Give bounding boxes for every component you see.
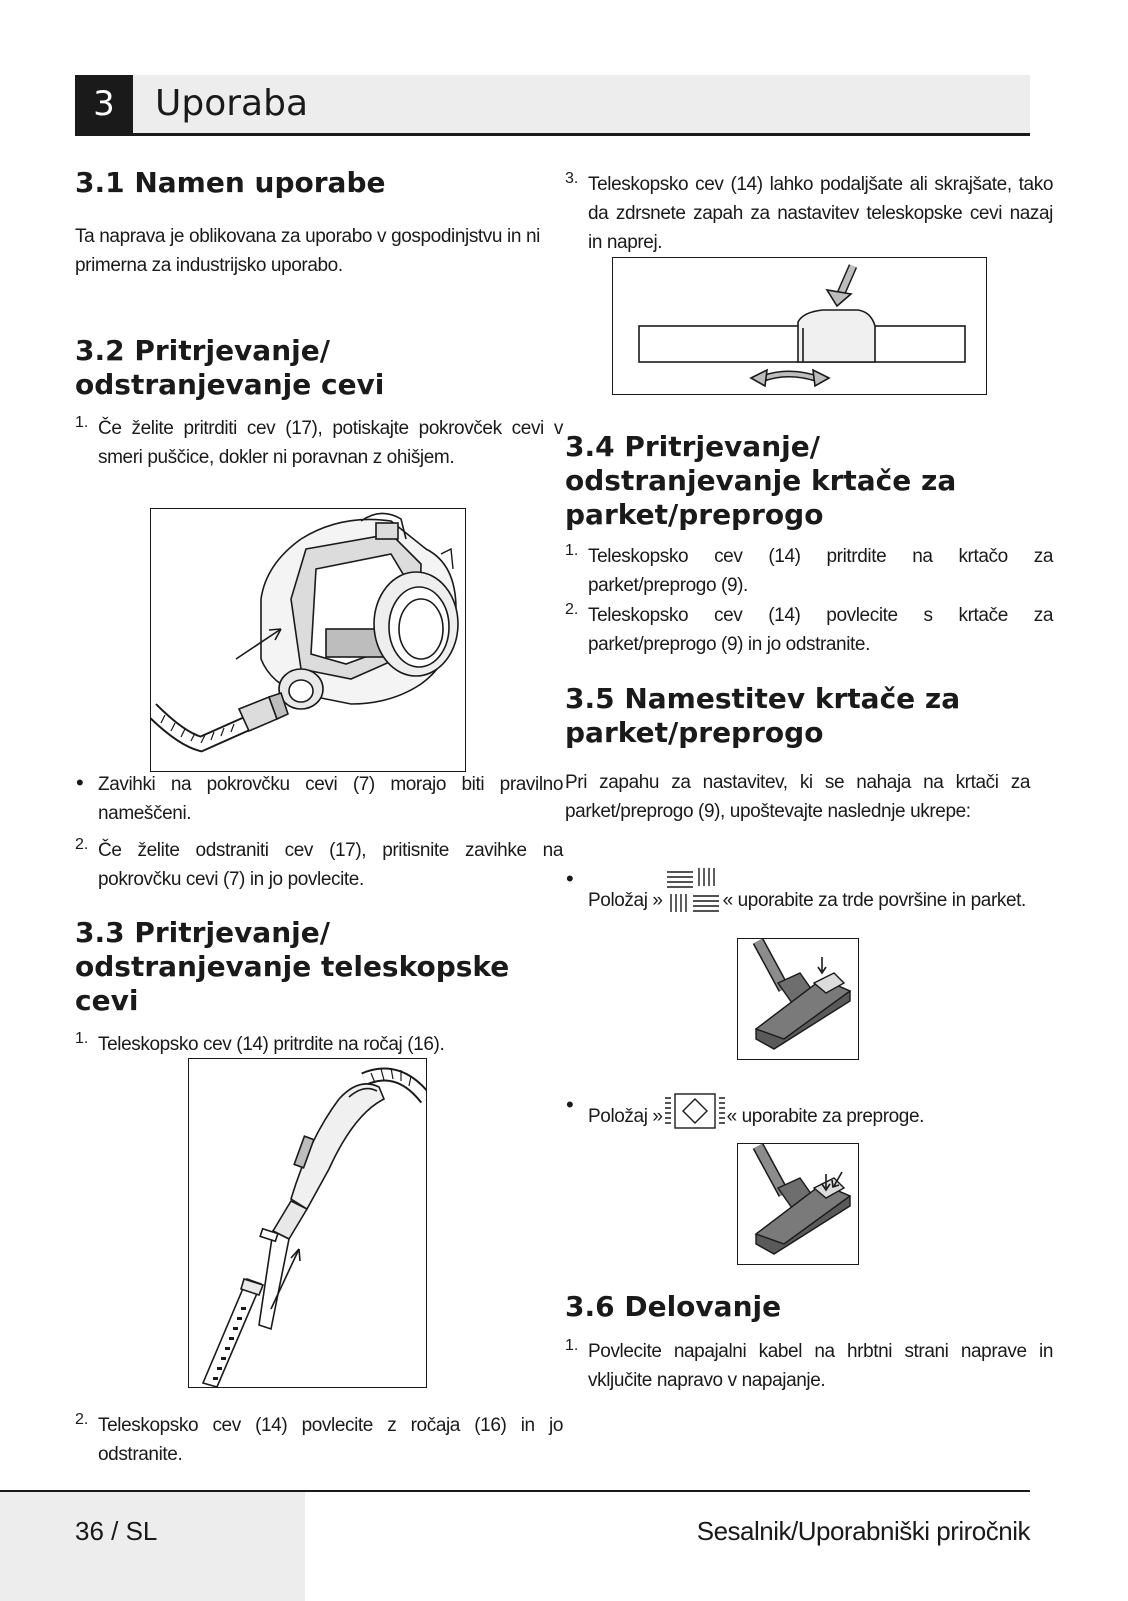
section-3-3-item-2 — [75, 1411, 563, 1469]
section-3-2-heading-line2: odstranjevanje cevi — [75, 368, 385, 401]
section-3-3-heading-line1: 3.3 Pritrjevanje/ — [75, 916, 330, 949]
document-title: Sesalnik/Uporabniški priročnik — [696, 1516, 1030, 1546]
chapter-header — [75, 75, 1030, 136]
section-3-5-heading — [565, 682, 1030, 750]
list-number: 2. — [75, 836, 89, 853]
list-number: 1. — [565, 542, 579, 559]
brush-hard-floor-illustration — [738, 939, 858, 1059]
section-3-3-item-3 — [565, 170, 1053, 257]
list-item-text: Teleskopsko cev (14) lahko podaljšate ali skrajšate, tako da zdrsnete zapah za nastavitev teleskopske cevi nazaj in naprej. — [588, 174, 1053, 253]
bullet-text — [588, 866, 1053, 923]
bullet-text — [588, 1092, 1053, 1139]
footer-divider — [0, 1490, 1030, 1492]
section-3-4-heading — [565, 430, 1030, 532]
figure-hose-attach — [150, 508, 466, 772]
section-3-1-text: Ta naprava je oblikovana za uporabo v gospodinjstvu in ni primerna za industrijsko uporabo. — [75, 226, 540, 276]
vacuum-hose-illustration — [151, 509, 465, 771]
section-3-3-heading-line3: cevi — [75, 984, 139, 1017]
section-3-2-bullet — [75, 770, 563, 828]
carpet-position-icon — [663, 1092, 727, 1139]
list-number: 1. — [565, 1337, 579, 1354]
hard-floor-position-icon — [663, 866, 723, 923]
list-item-text: Teleskopsko cev (14) pritrdite na krtačo za parket/preprogo (9). — [588, 546, 1053, 596]
section-3-3-heading — [75, 916, 540, 1018]
bullet-dot: • — [566, 1092, 574, 1117]
list-number: 1. — [75, 414, 89, 431]
list-item-text: Teleskopsko cev (14) povlecite z ročaja (16) in jo odstranite. — [98, 1415, 563, 1465]
bullet-suffix: « uporabite za preproge. — [726, 1106, 924, 1127]
list-number: 2. — [565, 601, 579, 618]
brush-carpet-illustration — [738, 1144, 858, 1264]
section-3-4-heading-line2: odstranjevanje krtače za — [565, 464, 957, 497]
telescopic-tube-illustration — [189, 1059, 426, 1387]
section-3-6-item-1 — [565, 1337, 1053, 1395]
chapter-number: 3 — [75, 75, 133, 133]
page-number: 36 / SL — [75, 1516, 158, 1546]
list-item-text: Teleskopsko cev (14) pritrdite na ročaj (16). — [98, 1034, 445, 1055]
list-number: 3. — [565, 170, 579, 187]
section-3-4-heading-line1: 3.4 Pritrjevanje/ — [565, 430, 820, 463]
chapter-title: Uporaba — [155, 83, 308, 124]
list-item-text: Če želite pritrditi cev (17), potiskajte pokrovček cevi v smeri puščice, dokler ni poravnan z ohišjem. — [98, 418, 563, 468]
section-3-2-heading — [75, 334, 540, 402]
section-3-3-heading-line2: odstranjevanje teleskopske — [75, 950, 510, 983]
bullet-dot: • — [566, 866, 574, 891]
section-3-6-heading: 3.6 Delovanje — [565, 1290, 782, 1323]
section-3-2-heading-line1: 3.2 Pritrjevanje/ — [75, 334, 330, 367]
list-number: 1. — [75, 1030, 89, 1047]
section-3-5-heading-line2: parket/preprogo — [565, 716, 824, 749]
list-item-text: Povlecite napajalni kabel na hrbtni strani naprave in vključite napravo v napajanje. — [588, 1341, 1053, 1391]
bullet-text: Zavihki na pokrovčku cevi (7) morajo biti pravilno nameščeni. — [98, 774, 563, 824]
bullet-prefix: Položaj » — [588, 1106, 663, 1127]
list-item-text: Teleskopsko cev (14) povlecite s krtače za parket/preprogo (9) in jo odstranite. — [588, 605, 1053, 655]
section-3-2-item-2 — [75, 836, 563, 894]
figure-brush-hard-floor — [737, 938, 859, 1060]
figure-brush-carpet — [737, 1143, 859, 1265]
telescopic-slider-illustration — [613, 258, 986, 394]
section-3-1-heading: 3.1 Namen uporabe — [75, 166, 386, 199]
section-3-4-item-2 — [565, 601, 1053, 659]
bullet-dot: • — [76, 770, 84, 795]
section-3-4-heading-line3: parket/preprogo — [565, 498, 824, 531]
list-number: 2. — [75, 1411, 89, 1428]
figure-telescopic-adjust — [612, 257, 987, 395]
section-3-5-bullet-2 — [565, 1092, 1053, 1139]
section-3-2-item-1 — [75, 414, 563, 472]
list-item-text: Če želite odstraniti cev (17), pritisnite zavihke na pokrovčku cevi (7) in jo povlecite. — [98, 840, 563, 890]
section-3-5-heading-line1: 3.5 Namestitev krtače za — [565, 682, 961, 715]
figure-telescopic-attach — [188, 1058, 427, 1388]
section-3-3-item-1 — [75, 1030, 563, 1059]
section-3-5-bullet-1 — [565, 866, 1053, 923]
bullet-prefix: Položaj » — [588, 890, 663, 911]
section-3-4-item-1 — [565, 542, 1053, 600]
bullet-suffix: « uporabite za trde površine in parket. — [722, 890, 1026, 911]
section-3-5-text: Pri zapahu za nastavitev, ki se nahaja na krtači za parket/preprogo (9), upoštevajte naslednje ukrepe: — [565, 772, 1030, 822]
